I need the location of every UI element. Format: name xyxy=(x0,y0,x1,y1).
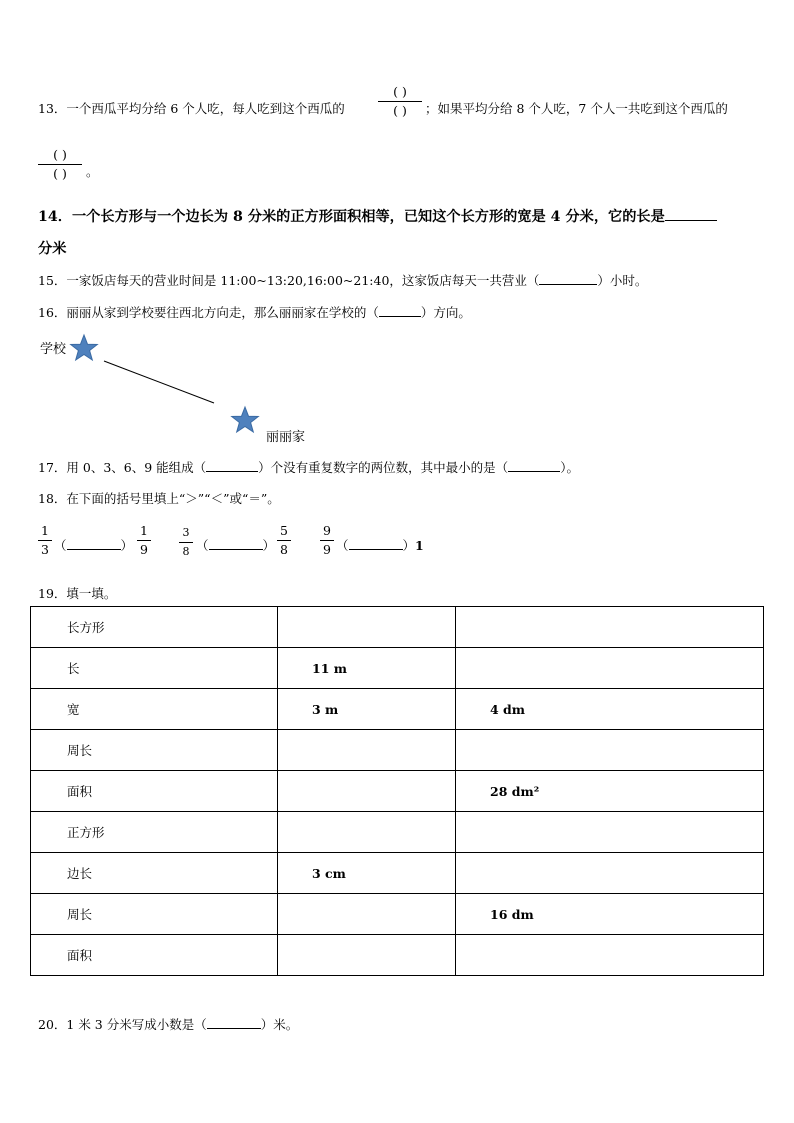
q18-text: 在下面的括号里填上“＞”“＜”或“＝”。 xyxy=(66,491,280,506)
home-label: 丽丽家 xyxy=(266,430,306,445)
table-cell: 宽 xyxy=(31,689,278,730)
table-row xyxy=(31,648,764,689)
fraction-bar xyxy=(137,540,151,541)
q15-answer-blank[interactable] xyxy=(539,284,597,285)
table-cell: 3 m xyxy=(278,689,456,730)
q18-item1-left-fraction: 1 3 xyxy=(38,523,52,558)
table-cell[interactable] xyxy=(456,648,764,689)
q18-line xyxy=(38,489,280,507)
q14-text-1: 一个长方形与一个边长为 8 分米的正方形面积相等，已知这个长方形的宽是 4 分米，它的长是 xyxy=(71,209,665,225)
q16-answer-blank[interactable] xyxy=(379,316,421,317)
q13-end: 。 xyxy=(86,164,99,179)
q13-line1 xyxy=(38,99,345,117)
school-label: 学校 xyxy=(40,342,67,357)
q16-end: ）方向。 xyxy=(420,305,471,320)
table-cell: 4 dm xyxy=(456,689,764,730)
q15-text: 一家饭店每天的营业时间是 11:00~13:20,16:00~21:40，这家饭店每天一共营业（ xyxy=(66,273,540,288)
table-cell: 周长 xyxy=(31,894,278,935)
q17-number: 17． xyxy=(38,460,67,475)
q17-line xyxy=(38,458,579,476)
table-cell[interactable] xyxy=(456,607,764,648)
q14-text-2: 分米 xyxy=(38,241,67,257)
table-cell: 面积 xyxy=(31,935,278,976)
q19-text: 填一填。 xyxy=(66,586,117,601)
q17-text-2: ）个没有重复数字的两位数，其中最小的是（ xyxy=(258,460,509,475)
table-cell: 3 cm xyxy=(278,853,456,894)
q15-line xyxy=(38,271,647,289)
q18-item3-left-fraction: 9 9 xyxy=(320,523,334,558)
table-cell: 长方形 xyxy=(31,607,278,648)
q13-fraction-1-denominator[interactable]: ( ) xyxy=(393,103,407,118)
q18-item3-right-value: 1 xyxy=(415,538,424,553)
home-star-icon xyxy=(232,407,259,432)
q18-item2-compare: （ ） xyxy=(196,538,276,553)
table-row xyxy=(31,607,764,648)
table-cell[interactable] xyxy=(278,730,456,771)
q17-end: ）。 xyxy=(560,460,579,475)
table-cell: 长 xyxy=(31,648,278,689)
q15-end: ）小时。 xyxy=(597,273,648,288)
q16-line xyxy=(38,303,471,321)
q18-item1-blank[interactable] xyxy=(67,549,121,550)
q20-line xyxy=(38,1015,298,1033)
q13-fraction-2-denominator[interactable]: ( ) xyxy=(53,166,67,181)
q18-item2-blank[interactable] xyxy=(209,549,263,550)
table-row xyxy=(31,771,764,812)
q20-number: 20． xyxy=(38,1017,67,1032)
q13-text-2: ；如果平均分给 8 个人吃，7 个人一共吃到这个西瓜的 xyxy=(425,101,728,116)
q16-number: 16． xyxy=(38,305,67,320)
q18-item1-right-fraction: 1 9 xyxy=(137,523,151,558)
q13-fraction-2-numerator[interactable]: ( ) xyxy=(53,147,67,162)
q18-item1-compare: （ ） xyxy=(54,538,134,553)
q13-fraction-1 xyxy=(378,84,422,119)
fraction-bar xyxy=(378,101,422,102)
q18-item3-blank[interactable] xyxy=(349,549,403,550)
table-cell[interactable] xyxy=(456,730,764,771)
table-cell[interactable] xyxy=(456,812,764,853)
fraction-bar xyxy=(277,540,291,541)
q19-line xyxy=(38,584,116,602)
table-cell[interactable] xyxy=(278,935,456,976)
fraction-bar xyxy=(320,540,334,541)
q18-number: 18． xyxy=(38,491,67,506)
table-cell[interactable] xyxy=(278,771,456,812)
table-cell: 面积 xyxy=(31,771,278,812)
q14-number: 14． xyxy=(38,209,72,225)
q13-fraction-2 xyxy=(38,147,82,182)
q19-number: 19． xyxy=(38,586,67,601)
q20-text: 1 米 3 分米写成小数是（ xyxy=(66,1017,207,1032)
table-row xyxy=(31,894,764,935)
table-cell: 11 m xyxy=(278,648,456,689)
table-cell[interactable] xyxy=(456,853,764,894)
school-star-icon xyxy=(71,335,98,360)
table-row xyxy=(31,853,764,894)
q18-item2-left-fraction: 3 8 xyxy=(179,525,193,560)
table-cell: 16 dm xyxy=(456,894,764,935)
table-row xyxy=(31,730,764,771)
q13-number: 13． xyxy=(38,101,67,116)
fill-table xyxy=(30,606,764,976)
table-cell: 边长 xyxy=(31,853,278,894)
direction-diagram xyxy=(60,330,380,440)
q14-answer-blank[interactable] xyxy=(665,220,717,221)
table-cell[interactable] xyxy=(278,894,456,935)
q13-text-1: 一个西瓜平均分给 6 个人吃，每人吃到这个西瓜的 xyxy=(66,101,345,116)
q20-answer-blank[interactable] xyxy=(207,1028,261,1029)
table-row xyxy=(31,689,764,730)
fraction-bar xyxy=(179,542,193,543)
q15-number: 15． xyxy=(38,273,67,288)
q16-text: 丽丽从家到学校要往西北方向走，那么丽丽家在学校的（ xyxy=(66,305,379,320)
table-cell: 正方形 xyxy=(31,812,278,853)
q18-item3-compare: （ ）1 xyxy=(336,538,424,553)
table-cell[interactable] xyxy=(278,812,456,853)
q17-answer-blank-1[interactable] xyxy=(206,471,258,472)
table-row xyxy=(31,812,764,853)
table-cell[interactable] xyxy=(456,935,764,976)
q18-item2-right-fraction: 5 8 xyxy=(277,523,291,558)
table-cell: 28 dm² xyxy=(456,771,764,812)
q20-end: ）米。 xyxy=(260,1017,299,1032)
fraction-bar xyxy=(38,540,52,541)
table-cell[interactable] xyxy=(278,607,456,648)
q17-answer-blank-2[interactable] xyxy=(508,471,560,472)
q17-text-1: 用 0、3、6、9 能组成（ xyxy=(66,460,207,475)
direction-line xyxy=(104,361,214,403)
table-row xyxy=(31,935,764,976)
q14-line1 xyxy=(38,206,717,226)
table-cell: 周长 xyxy=(31,730,278,771)
fraction-bar xyxy=(38,164,82,165)
q13-fraction-1-numerator[interactable]: ( ) xyxy=(393,84,407,99)
